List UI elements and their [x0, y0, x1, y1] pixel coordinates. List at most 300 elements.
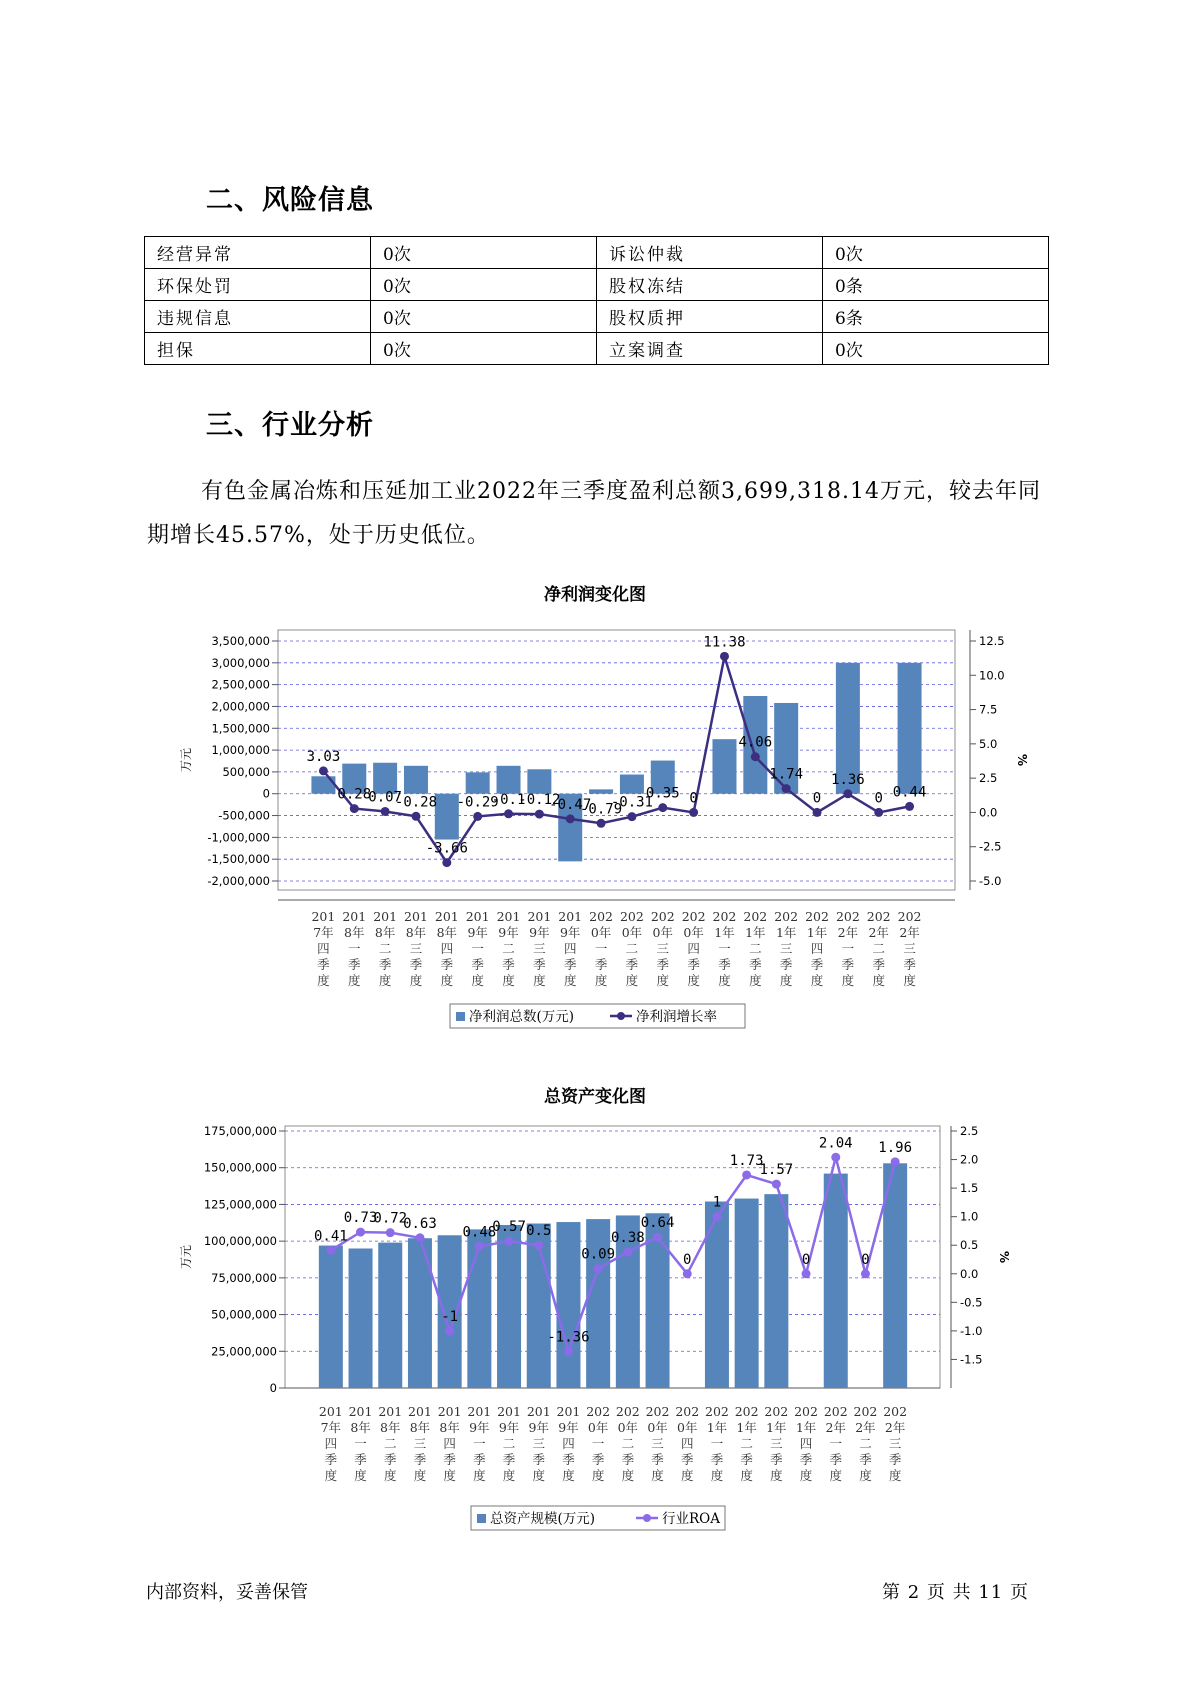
- y2-tick-label: 7.5: [979, 702, 998, 717]
- data-point: [751, 752, 760, 761]
- y-tick-label: 50,000,000: [211, 1307, 277, 1322]
- section-title-industry: 三、行业分析: [206, 410, 374, 441]
- svg-text:一: 一: [473, 1436, 486, 1451]
- bar: [319, 1246, 343, 1388]
- bar: [497, 766, 521, 794]
- svg-text:季: 季: [562, 1452, 575, 1467]
- bar: [735, 1199, 759, 1388]
- legend-line-label: 净利润增长率: [636, 1009, 717, 1025]
- svg-text:0年: 0年: [590, 925, 612, 940]
- svg-text:度: 度: [383, 1468, 397, 1483]
- svg-text:季: 季: [621, 1452, 635, 1467]
- svg-text:二: 二: [625, 941, 639, 956]
- data-label: 0: [812, 790, 822, 807]
- data-point: [712, 1212, 721, 1221]
- svg-text:度: 度: [770, 1468, 783, 1483]
- svg-text:2年: 2年: [837, 925, 859, 940]
- y-tick-label: 1,000,000: [211, 743, 270, 758]
- svg-text:一: 一: [841, 941, 855, 956]
- risk-item-value: 0次: [371, 301, 597, 333]
- svg-text:0年: 0年: [587, 1420, 609, 1435]
- x-tick-label: [898, 909, 922, 988]
- svg-text:季: 季: [770, 1452, 783, 1467]
- svg-text:201: 201: [526, 1404, 551, 1419]
- chart-title: 净利润变化图: [544, 585, 646, 605]
- svg-text:201: 201: [527, 909, 552, 924]
- svg-text:三: 三: [903, 941, 916, 956]
- x-tick-label: [883, 1404, 907, 1483]
- svg-text:季: 季: [829, 1452, 843, 1467]
- svg-text:度: 度: [779, 973, 793, 988]
- svg-text:201: 201: [348, 1404, 373, 1419]
- bar: [556, 1222, 580, 1388]
- bar: [824, 1174, 848, 1388]
- legend-line-label: 行业ROA: [662, 1511, 720, 1527]
- svg-text:一: 一: [471, 941, 484, 956]
- data-label: 4.06: [738, 734, 773, 751]
- svg-text:201: 201: [496, 909, 521, 924]
- x-tick-label: [651, 909, 675, 988]
- svg-text:四: 四: [317, 941, 330, 956]
- svg-text:202: 202: [835, 909, 860, 924]
- svg-text:季: 季: [903, 957, 916, 972]
- svg-text:二: 二: [859, 1436, 872, 1451]
- data-label: 0.5: [526, 1223, 552, 1240]
- data-point: [326, 1246, 335, 1255]
- svg-text:四: 四: [440, 941, 454, 956]
- svg-text:一: 一: [710, 1436, 724, 1451]
- bar: [712, 739, 736, 794]
- bar: [898, 663, 922, 794]
- data-label: 0.48: [462, 1224, 497, 1241]
- x-tick-label: [764, 1404, 788, 1483]
- chart-legend: [450, 1004, 745, 1028]
- svg-text:202: 202: [734, 1404, 759, 1419]
- svg-text:9年: 9年: [559, 925, 581, 940]
- data-point: [442, 858, 451, 867]
- data-point: [319, 766, 328, 775]
- section-title-risk: 二、风险信息: [206, 185, 374, 216]
- y2-axis-title: %: [1015, 753, 1029, 767]
- svg-text:202: 202: [586, 1404, 611, 1419]
- y2-tick-label: 2.5: [960, 1124, 979, 1138]
- svg-text:季: 季: [710, 1452, 724, 1467]
- svg-text:季: 季: [502, 957, 515, 972]
- x-tick-label: [794, 1404, 818, 1483]
- svg-text:度: 度: [749, 973, 762, 988]
- svg-text:季: 季: [533, 957, 546, 972]
- risk-item-label: 经营异常: [145, 237, 371, 269]
- svg-text:度: 度: [625, 973, 639, 988]
- svg-text:0年: 0年: [652, 925, 674, 940]
- svg-text:季: 季: [779, 957, 793, 972]
- data-point: [350, 804, 359, 813]
- svg-text:度: 度: [532, 1468, 546, 1483]
- svg-text:度: 度: [841, 973, 855, 988]
- y2-tick-label: 2.0: [960, 1152, 979, 1167]
- y2-tick-label: 1.5: [960, 1181, 979, 1196]
- data-point: [534, 1241, 543, 1250]
- svg-text:二: 二: [383, 1436, 397, 1451]
- risk-item-label: 股权冻结: [597, 269, 823, 301]
- data-point: [411, 812, 420, 821]
- x-tick-label: [558, 909, 582, 988]
- data-label: -0.79: [579, 801, 623, 818]
- data-label: 0.09: [581, 1246, 616, 1263]
- legend-bar-label: 净利润总数(万元): [469, 1009, 575, 1025]
- y2-tick-label: 0.0: [979, 805, 998, 820]
- footer-page-number: 第 2 页 共 11 页: [882, 1582, 1029, 1603]
- x-tick-label: [854, 1404, 878, 1483]
- svg-text:三: 三: [651, 1436, 664, 1451]
- svg-text:9年: 9年: [528, 1420, 549, 1435]
- data-point: [594, 1264, 603, 1273]
- svg-text:一: 一: [594, 941, 608, 956]
- data-label: 1.74: [769, 766, 804, 783]
- svg-text:季: 季: [651, 1452, 664, 1467]
- x-tick-label: [675, 1404, 699, 1483]
- y2-tick-label: -0.5: [960, 1295, 983, 1310]
- svg-text:度: 度: [354, 1468, 367, 1483]
- data-point: [720, 652, 729, 661]
- svg-text:一: 一: [829, 1436, 843, 1451]
- svg-text:2年: 2年: [899, 925, 920, 940]
- svg-text:202: 202: [681, 909, 706, 924]
- svg-text:季: 季: [810, 957, 824, 972]
- svg-text:度: 度: [740, 1468, 753, 1483]
- data-point: [874, 808, 883, 817]
- data-point: [504, 809, 513, 818]
- svg-text:202: 202: [619, 909, 644, 924]
- svg-text:度: 度: [591, 1468, 605, 1483]
- industry-paragraph: 有色金属冶炼和压延加工业2022年三季度盈利总额3,699,318.14万元，较去年同期增长45.57%，处于历史低位。: [147, 479, 1041, 548]
- x-tick-label: [527, 1404, 551, 1483]
- data-label: 0.63: [403, 1215, 437, 1232]
- x-tick-label: [349, 1404, 373, 1483]
- svg-text:201: 201: [311, 909, 336, 924]
- svg-text:201: 201: [318, 1404, 343, 1419]
- y2-tick-label: 10.0: [979, 668, 1005, 683]
- svg-text:二: 二: [502, 941, 515, 956]
- svg-text:度: 度: [621, 1468, 635, 1483]
- svg-text:度: 度: [594, 973, 608, 988]
- chart-title: 总资产变化图: [544, 1087, 646, 1107]
- svg-text:201: 201: [342, 909, 367, 924]
- svg-text:2年: 2年: [855, 1420, 876, 1435]
- x-tick-label: [620, 909, 644, 988]
- y-tick-label: 3,000,000: [211, 655, 270, 670]
- svg-text:度: 度: [799, 1468, 813, 1483]
- svg-text:度: 度: [888, 1468, 902, 1483]
- x-tick-label: [497, 909, 521, 988]
- data-point: [861, 1269, 870, 1278]
- data-label: -0.12: [518, 792, 561, 809]
- svg-text:0年: 0年: [617, 1420, 639, 1435]
- risk-item-label: 股权质押: [597, 301, 823, 333]
- data-point: [564, 1347, 573, 1356]
- risk-item-label: 违规信息: [145, 301, 371, 333]
- svg-text:三: 三: [409, 941, 423, 956]
- svg-text:201: 201: [497, 1404, 521, 1419]
- svg-text:202: 202: [589, 909, 614, 924]
- y-tick-label: 125,000,000: [203, 1197, 277, 1212]
- svg-text:四: 四: [563, 941, 577, 956]
- risk-item-label: 环保处罚: [145, 269, 371, 301]
- legend-bar-swatch: [456, 1012, 465, 1021]
- data-point: [566, 814, 575, 823]
- svg-text:度: 度: [502, 973, 515, 988]
- data-label: 0.44: [892, 784, 927, 801]
- y-tick-label: 175,000,000: [203, 1124, 277, 1138]
- svg-text:季: 季: [383, 1452, 397, 1467]
- data-label: 0.57: [492, 1219, 526, 1236]
- svg-text:201: 201: [558, 909, 583, 924]
- svg-text:三: 三: [413, 1436, 427, 1451]
- data-point: [505, 1237, 514, 1246]
- svg-text:度: 度: [413, 1468, 427, 1483]
- data-label: -1.36: [547, 1329, 590, 1346]
- data-label: 0.41: [313, 1228, 348, 1245]
- y-tick-label: 0: [262, 786, 270, 801]
- data-point: [891, 1157, 900, 1166]
- svg-text:度: 度: [443, 1468, 456, 1483]
- svg-text:9年: 9年: [558, 1420, 579, 1435]
- svg-text:201: 201: [373, 909, 398, 924]
- svg-text:202: 202: [774, 909, 799, 924]
- svg-text:1年: 1年: [775, 925, 797, 940]
- footer-confidential: 内部资料，妥善保管: [146, 1582, 308, 1603]
- data-label: 0.07: [368, 789, 402, 806]
- bar: [705, 1201, 729, 1388]
- legend-line-marker: [617, 1012, 625, 1020]
- risk-table-row: [145, 237, 1049, 269]
- data-label: 0.38: [610, 1230, 645, 1247]
- x-tick-label: [867, 909, 891, 988]
- svg-text:2年: 2年: [825, 1420, 846, 1435]
- y-tick-label: 2,500,000: [211, 677, 270, 692]
- x-tick-label: [774, 909, 798, 988]
- data-point: [627, 812, 636, 821]
- svg-text:度: 度: [440, 973, 454, 988]
- bar: [586, 1219, 610, 1388]
- y-axis-title: 万元: [179, 747, 193, 773]
- x-tick-label: [378, 1404, 402, 1483]
- svg-text:度: 度: [563, 973, 577, 988]
- svg-text:1年: 1年: [766, 1420, 787, 1435]
- svg-text:度: 度: [562, 1468, 575, 1483]
- y-tick-label: 100,000,000: [203, 1234, 277, 1249]
- legend-bar-label: 总资产规模(万元): [490, 1511, 596, 1527]
- svg-text:三: 三: [656, 941, 670, 956]
- svg-text:0年: 0年: [683, 925, 704, 940]
- y-tick-label: 0: [269, 1381, 277, 1395]
- svg-text:三: 三: [532, 1436, 546, 1451]
- svg-text:202: 202: [883, 1404, 908, 1419]
- y-tick-label: -500,000: [218, 808, 270, 823]
- svg-text:三: 三: [779, 941, 793, 956]
- svg-text:9年: 9年: [469, 1420, 490, 1435]
- bar: [404, 766, 428, 794]
- svg-text:季: 季: [749, 957, 762, 972]
- risk-table-row: [145, 269, 1049, 301]
- x-tick-label: [342, 909, 366, 988]
- x-tick-label: [586, 1404, 610, 1483]
- svg-text:季: 季: [443, 1452, 456, 1467]
- svg-text:202: 202: [794, 1404, 818, 1419]
- chart-svg: [0, 1080, 1191, 1540]
- y-tick-label: 2,000,000: [211, 699, 270, 714]
- data-point: [386, 1228, 395, 1237]
- svg-text:8年: 8年: [439, 1420, 460, 1435]
- svg-text:202: 202: [897, 909, 922, 924]
- data-label: -1: [441, 1308, 459, 1325]
- x-tick-label: [466, 909, 490, 988]
- data-label: 0.35: [645, 785, 680, 802]
- chart-legend: [471, 1506, 725, 1530]
- svg-text:1年: 1年: [806, 925, 828, 940]
- svg-text:度: 度: [680, 1468, 694, 1483]
- x-tick-label: [497, 1404, 521, 1483]
- data-point: [623, 1248, 632, 1257]
- risk-item-value: 6条: [823, 301, 1049, 333]
- y-tick-label: -1,500,000: [207, 852, 270, 867]
- y2-tick-label: -2.5: [979, 839, 1002, 854]
- svg-text:度: 度: [718, 973, 731, 988]
- svg-text:202: 202: [743, 909, 768, 924]
- svg-text:202: 202: [650, 909, 675, 924]
- y2-tick-label: -5.0: [979, 874, 1002, 888]
- svg-text:8年: 8年: [374, 925, 396, 940]
- total-assets-chart: [0, 1080, 1191, 1540]
- svg-text:季: 季: [317, 957, 330, 972]
- data-label: 1: [712, 1194, 722, 1211]
- data-label: -0.29: [456, 794, 499, 811]
- bar: [311, 776, 335, 793]
- svg-text:季: 季: [440, 957, 454, 972]
- data-point: [843, 789, 852, 798]
- svg-text:度: 度: [378, 973, 392, 988]
- data-label: 11.38: [703, 634, 746, 651]
- svg-text:度: 度: [324, 1468, 338, 1483]
- data-label: 1.96: [878, 1139, 913, 1156]
- y2-axis-title: %: [997, 1250, 1011, 1264]
- svg-text:度: 度: [687, 973, 700, 988]
- svg-text:季: 季: [532, 1452, 546, 1467]
- svg-text:201: 201: [437, 1404, 462, 1419]
- svg-text:季: 季: [687, 957, 700, 972]
- y2-tick-label: -1.0: [960, 1323, 983, 1338]
- svg-text:季: 季: [872, 957, 885, 972]
- x-tick-label: [404, 909, 428, 988]
- bar: [467, 1229, 491, 1388]
- svg-text:三: 三: [888, 1436, 902, 1451]
- y2-tick-label: -1.5: [960, 1352, 983, 1367]
- y-tick-label: 25,000,000: [211, 1344, 277, 1359]
- data-point: [535, 810, 544, 819]
- data-point: [802, 1269, 811, 1278]
- risk-item-label: 担保: [145, 333, 371, 365]
- data-point: [782, 784, 791, 793]
- data-point: [445, 1326, 454, 1335]
- svg-text:度: 度: [317, 973, 330, 988]
- svg-text:季: 季: [324, 1452, 338, 1467]
- data-label: 0.73: [343, 1210, 378, 1227]
- x-tick-label: [705, 1404, 729, 1483]
- data-label: 1.57: [759, 1162, 794, 1179]
- svg-text:季: 季: [718, 957, 731, 972]
- bar: [378, 1243, 402, 1388]
- x-tick-label: [589, 909, 613, 988]
- data-point: [689, 808, 698, 817]
- svg-text:季: 季: [348, 957, 361, 972]
- x-tick-label: [735, 1404, 759, 1483]
- svg-text:202: 202: [764, 1404, 789, 1419]
- y-axis-title: 万元: [179, 1244, 193, 1270]
- svg-text:季: 季: [625, 957, 639, 972]
- data-label: -0.47: [549, 796, 592, 813]
- svg-text:度: 度: [533, 973, 546, 988]
- svg-text:7年: 7年: [313, 925, 334, 940]
- svg-text:8年: 8年: [350, 1420, 371, 1435]
- svg-text:9年: 9年: [498, 1420, 520, 1435]
- x-tick-label: [557, 1404, 581, 1483]
- svg-text:度: 度: [656, 973, 670, 988]
- svg-text:一: 一: [348, 941, 361, 956]
- data-label: 0: [861, 1251, 870, 1268]
- risk-table: [144, 236, 1049, 365]
- svg-text:二: 二: [621, 1436, 635, 1451]
- y-tick-label: 150,000,000: [203, 1160, 277, 1175]
- svg-text:202: 202: [712, 909, 737, 924]
- svg-text:季: 季: [841, 957, 855, 972]
- svg-text:季: 季: [740, 1452, 753, 1467]
- svg-text:0年: 0年: [647, 1420, 668, 1435]
- y2-tick-label: 0.5: [960, 1238, 979, 1253]
- data-point: [683, 1269, 692, 1278]
- svg-text:季: 季: [680, 1452, 694, 1467]
- bar: [620, 775, 644, 794]
- svg-text:度: 度: [471, 973, 484, 988]
- svg-text:季: 季: [354, 1452, 367, 1467]
- svg-text:度: 度: [651, 1468, 664, 1483]
- svg-text:四: 四: [324, 1436, 338, 1451]
- data-label: 0: [689, 790, 698, 807]
- svg-text:度: 度: [903, 973, 916, 988]
- x-tick-label: [646, 1404, 670, 1483]
- svg-text:9年: 9年: [498, 925, 519, 940]
- y-tick-label: -1,000,000: [207, 830, 270, 845]
- data-point: [381, 807, 390, 816]
- svg-text:202: 202: [805, 909, 829, 924]
- data-label: -0.28: [394, 794, 438, 811]
- svg-text:季: 季: [378, 957, 392, 972]
- svg-text:9年: 9年: [529, 925, 550, 940]
- bar: [466, 772, 490, 793]
- svg-text:季: 季: [473, 1452, 486, 1467]
- svg-text:9年: 9年: [467, 925, 488, 940]
- svg-text:0年: 0年: [677, 1420, 698, 1435]
- risk-item-label: 立案调查: [597, 333, 823, 365]
- y2-tick-label: 0.0: [960, 1266, 979, 1281]
- svg-text:7年: 7年: [320, 1420, 342, 1435]
- data-point: [653, 1233, 662, 1242]
- data-label: 0: [683, 1251, 692, 1268]
- data-label: 1.73: [729, 1152, 764, 1169]
- svg-text:季: 季: [799, 1452, 813, 1467]
- svg-text:度: 度: [872, 973, 885, 988]
- svg-text:201: 201: [556, 1404, 581, 1419]
- x-tick-label: [743, 909, 767, 988]
